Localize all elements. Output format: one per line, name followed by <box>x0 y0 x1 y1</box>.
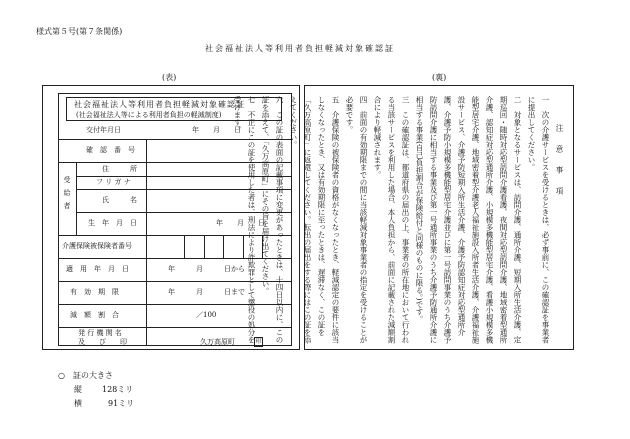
issue-date-value: 年 月 日 <box>192 126 241 134</box>
note-item-4: 四 前面の有効期限までの間に当該軽減対象事業者の指定を受けることが必要です。 <box>345 96 368 344</box>
valid-from-value: 年 月 日から <box>168 265 245 273</box>
insured-number-label: 介護保険被保険者番号 <box>62 242 132 250</box>
note-item-3: 三 この確認証は、都道府県の届出の上、事業者の所在地において行われる当該サービスを利用した場合、本人負担から、前面に記載された減額割合により軽減されます。 <box>373 96 410 344</box>
card-subtitle: (社会福祉法人等による利用者負担の軽減制度) <box>76 111 222 119</box>
seal-stamp: 印 <box>255 338 262 345</box>
valid-until-label: 有 効 期 限 <box>70 288 119 296</box>
birthdate-label: 生 年 月 日 <box>88 219 137 227</box>
notes-section <box>230 96 566 346</box>
recipient-label: 受給者 <box>63 176 71 215</box>
note-item-5: 五 介護保険の被保険者の資格がなくなったとき、軽減認定の要件に該当しなくなったとき、又は有効期限に至ったときは、遅滞なく、この証を「久万高原町」に返還してください。転出の届出をする際にはこの証を添えてください。 <box>289 96 340 344</box>
reduction-label: 減 額 割 合 <box>70 311 119 319</box>
cert-number-label: 確 認 番 号 <box>86 146 135 154</box>
form-number: 様式第５号(第７条関係) <box>36 27 123 36</box>
size-height-label: 縦 <box>74 385 82 394</box>
note-item-2: 二 対象となるサービスは、訪問介護、通所介護、短期入所生活介護、定期巡回・随時対応型訪問介護看護、夜間対応型訪問介護、地域密着型通所介護、認知症対応型通所介護、小規模多機能型居宅介護、看護小規模多機能型居宅介護、地域密着型介護老人福祉施設入所者生活介護、介護福祉施設サービス、介護予防短期入所生活介護、介護予防認知症対応型通所介護、介護予防小規模多機能型居宅介護並びに第一号訪問事業のうち介護予防訪問介護に相当する事業及び第一号通所事業のうち介護予防通所介護に相当する事業(自己負担割合が保険給付と同様のものに限る。)です。 <box>415 96 522 344</box>
issue-date-label: 交付年月日 <box>86 126 121 134</box>
issuer-label-2: 及 び 印 <box>78 338 127 346</box>
front-panel-label: (表) <box>162 73 177 82</box>
back-panel-label: (裏) <box>432 73 447 82</box>
page-title: 社会福祉法人等利用者負担軽減対象確認証 <box>205 44 395 53</box>
note-item-7: 七 不正にこの証を使用した者は、刑法により詐欺罪として懲役の処分を受けます。 <box>233 96 256 344</box>
size-width-value: 91ミリ <box>108 399 135 408</box>
address-label: 住 所 <box>102 165 137 173</box>
birthdate-value: 年 月 日 <box>216 219 265 227</box>
issuer-name: 久万高原町 <box>200 338 235 346</box>
furigana-label: フ リ ガ ナ <box>96 178 131 186</box>
issuer-label-1: 発 行 機 関 名 <box>78 329 122 337</box>
notes-heading: 注 意 事 項 <box>555 124 564 198</box>
size-heading: ○ 証の大きさ <box>58 371 113 380</box>
card-title: 社会福祉法人等利用者負担軽減対象確認証 <box>74 100 245 109</box>
size-width-label: 横 <box>74 399 82 408</box>
valid-until-value: 年 月 日まで <box>168 288 245 296</box>
valid-from-label: 適 用 年 月 日 <box>66 265 129 273</box>
reduction-value: ／100 <box>196 311 217 319</box>
name-label: 氏 名 <box>102 196 137 204</box>
note-item-6: 六 この証の表面の記載事項に変更があったときは、十四日以内に、この証を添えて、「久万高原町」にその旨を届け出てください。 <box>261 96 284 344</box>
note-item-1: 一 次の介護サービスを受けるときは、必ず事前に、この確認証を事業者に提出してください。 <box>527 96 550 344</box>
size-height-value: 128ミリ <box>102 385 134 394</box>
